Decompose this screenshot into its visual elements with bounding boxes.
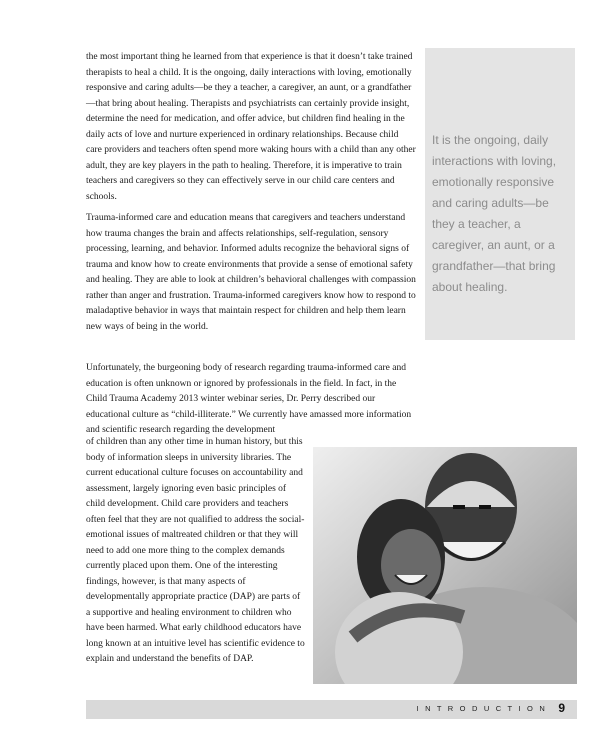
grandfather-child-photo — [313, 447, 577, 684]
body-paragraph-wrapped: of children than any other time in human history, but this body of information sleeps in university libraries. The current educational culture focuses on accountability and assessment, largely ignoring even basic principles of child development. Child care providers and teachers often feel that they are not qualified to address the social-emotional issues of maltreated children or that they will need to add one more thing to the complex demands currently placed upon them. One of the interesting findings, however, is that many aspects of developmentally appropriate practice (DAP) are parts of a supportive and healing environment to children who have been harmed. What early childhood educators have long known at an intuitive level has scientific evidence to explain and understand the benefits of DAP. — [86, 437, 305, 664]
page-number: 9 — [558, 701, 565, 715]
body-paragraph: Trauma-informed care and education means that caregivers and teachers understand how trauma changes the brain and affects relationships, self-regulation, sensory processing, learning, and behavior. Informed adults recognize the behavioral signs of trauma and know how to create environments that provide a sense of emotional safety and healing. They are able to look at children’s behavioral challenges with compassion rather than anger and frustration. Trauma-informed caregivers know how to respond to maladaptive behavior in ways that maintain respect for children and help them learn new ways of being in the world. — [86, 213, 416, 332]
body-paragraph: Unfortunately, the burgeoning body of research regarding trauma-informed care and education is often unknown or ignored by professionals in the field. In fact, in the Child Trauma Academy 2013 winter webinar series, Dr. Perry described our educational culture as “child-illiterate.” We currently have amassed more information and scientific research regarding the development — [86, 363, 412, 435]
pull-quote: It is the ongoing, daily interactions with loving, emotionally responsive and caring adults—be they a teacher, a caregiver, an aunt, or a grandfather—that bring about healing. — [432, 133, 557, 294]
section-title: I N T R O D U C T I O N — [416, 704, 547, 713]
body-paragraph: the most important thing he learned from that experience is that it doesn’t take trained therapists to heal a child. It is the ongoing, daily interactions with loving, emotionally responsive and caring adults—be they a teacher, a caregiver, an aunt, or a grandfather—that bring about healing. Therapists and psychiatrists can certainly provide insight, determine the need for medication, and offer advice, but children find healing in the daily acts of love and nurture experienced in ordinary relationships. Because child care providers and teachers often spend more waking hours with a child than any other adult, they are key players in the path to healing. Therefore, it is imperative to train teachers and caregivers so they can effectively serve in our child care centers and schools. — [86, 52, 416, 202]
footer-bar — [86, 700, 577, 719]
